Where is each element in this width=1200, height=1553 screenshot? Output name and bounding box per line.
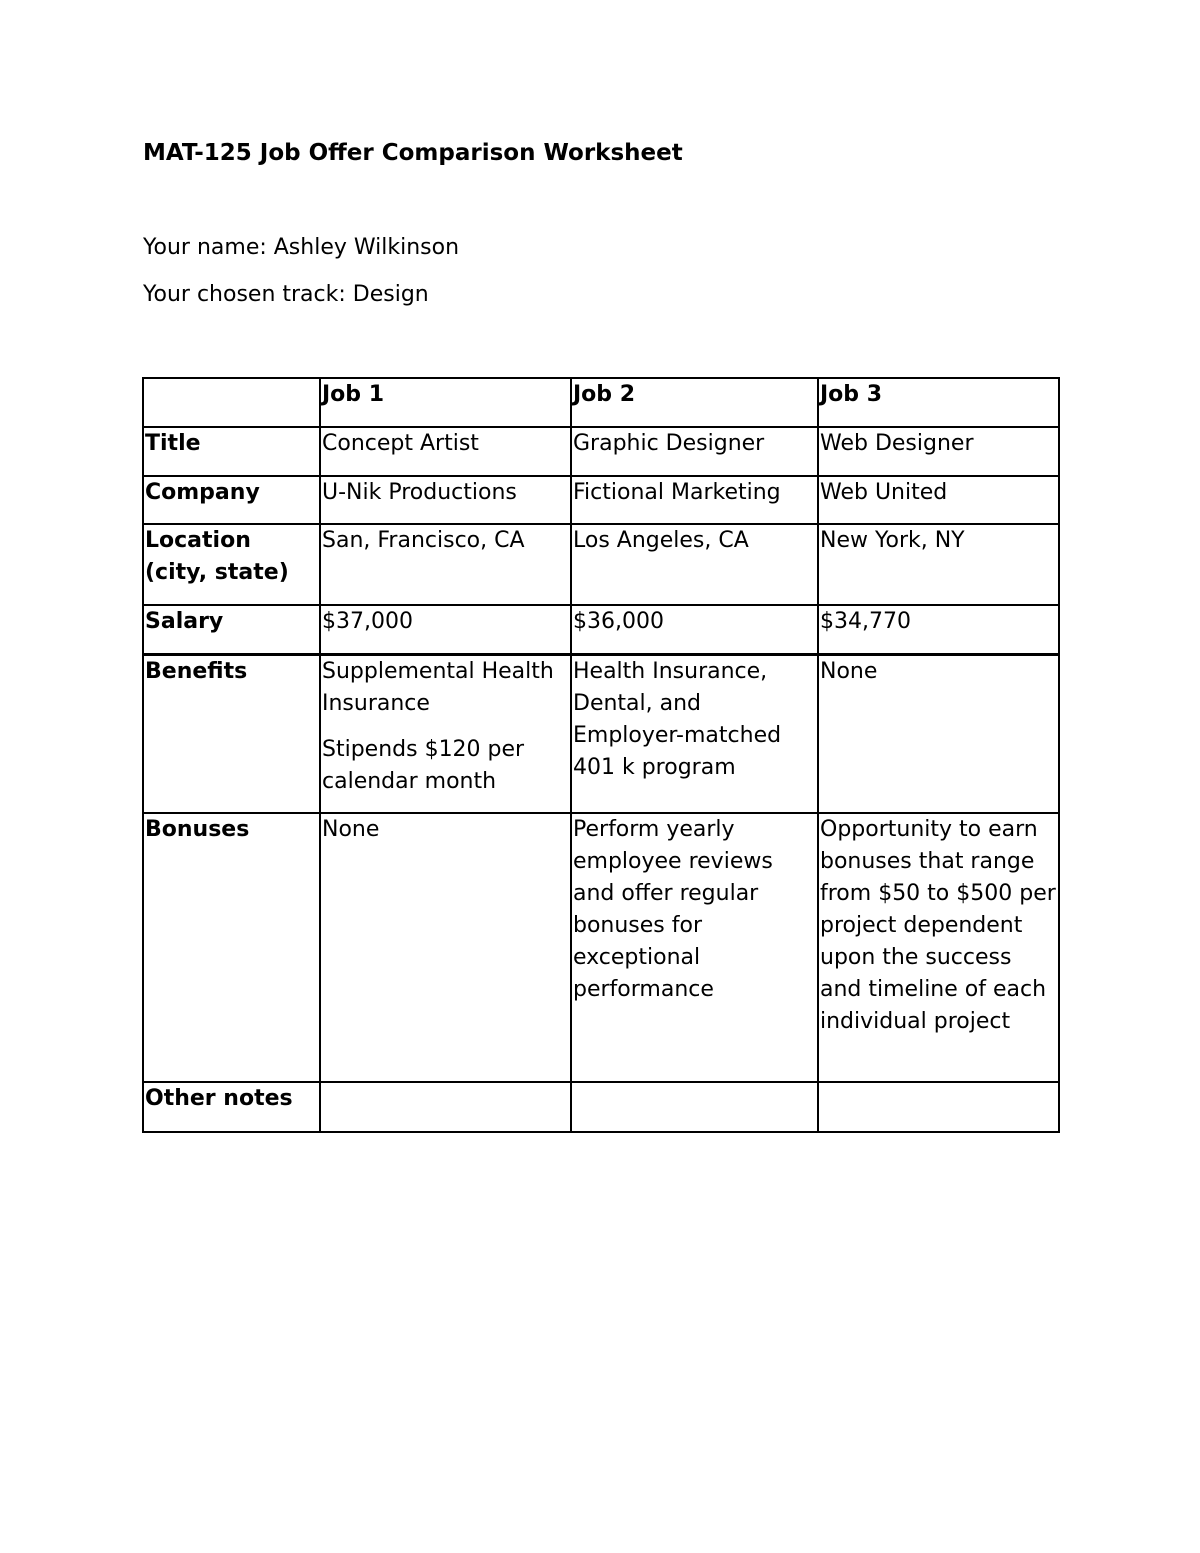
cell-bonuses-job-3: Opportunity to earn bonuses that range from $50 to $500 per project dependent upon the success and timeline of each individual project: [818, 813, 1059, 1082]
name-line: Your name: Ashley Wilkinson: [143, 235, 460, 260]
location-label-line-2: (city, state): [145, 560, 289, 585]
cell-location-job-3: New York, NY: [818, 524, 1059, 605]
cell-benefits-job-2: Health Insurance, Dental, and Employer-matched 401 k program: [571, 654, 818, 813]
row-label-title: Title: [143, 427, 320, 476]
cell-salary-job-3: $34,770: [818, 605, 1059, 654]
table-row-location: [143, 524, 1059, 605]
row-label-other-notes: Other notes: [143, 1082, 320, 1132]
table-row-company: [143, 476, 1059, 524]
benefits-job-1-paragraph-2: Stipends $120 per calendar month: [322, 736, 525, 794]
cell-title-job-2: Graphic Designer: [571, 427, 818, 476]
row-label-salary: Salary: [143, 605, 320, 654]
row-label-benefits: Benefits: [143, 654, 320, 813]
cell-salary-job-1: $37,000: [320, 605, 571, 654]
table-row-benefits: [143, 654, 1059, 813]
header-job-1: Job 1: [320, 378, 571, 427]
table-row-salary: [143, 605, 1059, 654]
cell-company-job-3: Web United: [818, 476, 1059, 524]
benefits-job-1-paragraph-1: Supplemental Health Insurance: [322, 658, 554, 716]
table-row-other-notes: [143, 1082, 1059, 1132]
cell-location-job-2: Los Angeles, CA: [571, 524, 818, 605]
cell-bonuses-job-1: None: [320, 813, 571, 1082]
cell-other-notes-job-3: [818, 1082, 1059, 1132]
job-comparison-table: [142, 377, 1060, 1133]
header-job-3: Job 3: [818, 378, 1059, 427]
cell-company-job-1: U-Nik Productions: [320, 476, 571, 524]
cell-location-job-1: San, Francisco, CA: [320, 524, 571, 605]
table-header-row: [143, 378, 1059, 427]
location-label-line-1: Location: [145, 528, 251, 553]
header-empty-cell: [143, 378, 320, 427]
row-label-bonuses: Bonuses: [143, 813, 320, 1082]
cell-company-job-2: Fictional Marketing: [571, 476, 818, 524]
cell-salary-job-2: $36,000: [571, 605, 818, 654]
row-label-location: [143, 524, 320, 605]
cell-other-notes-job-1: [320, 1082, 571, 1132]
header-job-2: Job 2: [571, 378, 818, 427]
cell-benefits-job-3: None: [818, 654, 1059, 813]
cell-title-job-1: Concept Artist: [320, 427, 571, 476]
document-title: MAT-125 Job Offer Comparison Worksheet: [143, 140, 683, 166]
table-row-bonuses: [143, 813, 1059, 1082]
cell-benefits-job-1: [320, 654, 571, 813]
track-line: Your chosen track: Design: [143, 282, 429, 307]
cell-bonuses-job-2: Perform yearly employee reviews and offer regular bonuses for exceptional performance: [571, 813, 818, 1082]
row-label-company: Company: [143, 476, 320, 524]
cell-other-notes-job-2: [571, 1082, 818, 1132]
cell-title-job-3: Web Designer: [818, 427, 1059, 476]
table-row-title: [143, 427, 1059, 476]
